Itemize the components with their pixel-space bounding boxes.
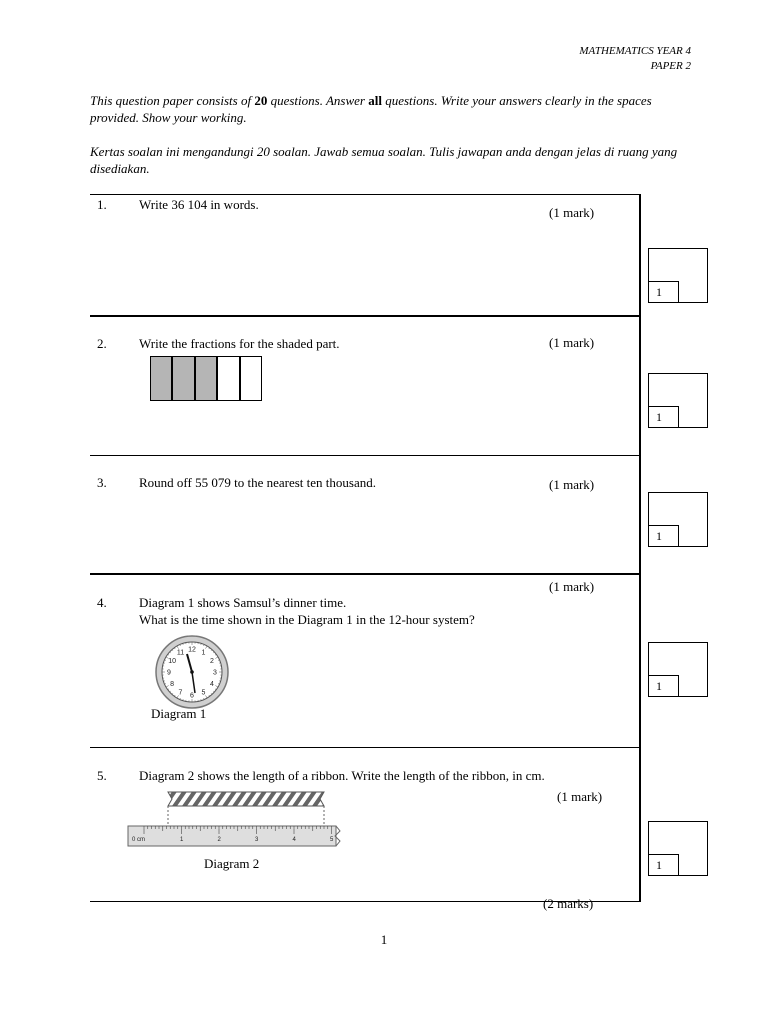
- ruler-tick-label: 3: [255, 837, 259, 843]
- score-value-2: 1: [648, 406, 679, 428]
- instructions-text: This question paper consists of: [90, 93, 255, 108]
- ruler-tick-label: 5: [330, 837, 334, 843]
- margin-rule: [639, 194, 641, 902]
- question-2-number: 2.: [97, 336, 107, 351]
- score-value-4: 1: [648, 675, 679, 697]
- question-3-number: 3.: [97, 475, 107, 490]
- clock-number: 3: [213, 669, 217, 677]
- clock-number: 9: [167, 669, 171, 677]
- score-box-2[interactable]: [648, 373, 708, 428]
- clock-number: 2: [209, 658, 214, 665]
- diagram-2-caption: Diagram 2: [204, 856, 260, 871]
- ribbon: [168, 792, 324, 806]
- question-divider: [90, 573, 640, 575]
- header-subject: MATHEMATICS YEAR 4: [579, 45, 691, 57]
- score-value-3: 1: [648, 525, 679, 547]
- ruler-tick-label: 2: [217, 837, 221, 843]
- score-box-1[interactable]: [648, 248, 708, 303]
- clock-diagram: [154, 634, 230, 710]
- score-value-1: 1: [648, 281, 679, 303]
- ruler-tick-label: 4: [292, 837, 296, 843]
- ruler-unit-label: 0 cm: [132, 837, 146, 843]
- fraction-part-shaded: [172, 356, 194, 401]
- top-rule: [90, 194, 640, 195]
- question-3-mark: (1 mark): [549, 477, 595, 492]
- score-box-5[interactable]: [648, 821, 708, 876]
- clock-center: [190, 670, 194, 674]
- fraction-part-shaded: [195, 356, 217, 401]
- score-box-4[interactable]: [648, 642, 708, 697]
- question-4-mark: (1 mark): [549, 579, 595, 594]
- answer-all-emphasis: all: [368, 93, 382, 108]
- diagram-1-caption: Diagram 1: [151, 706, 207, 721]
- clock-number: 7: [178, 689, 183, 697]
- clock-number: 12: [188, 646, 196, 654]
- clock-number: 4: [209, 681, 214, 688]
- fraction-part-unshaded: [240, 356, 262, 401]
- instructions-malay: Kertas soalan ini mengandungi 20 soalan. Jawab semua soalan. Tulis jawapan anda dengan jelas di ruang yang disediakan.: [90, 144, 678, 176]
- question-1-number: 1.: [97, 197, 107, 212]
- clock-number: 6: [190, 692, 194, 700]
- clock-number: 1: [201, 649, 206, 657]
- instructions-text: questions. Answer: [267, 93, 369, 108]
- question-1-text: Write 36 104 in words.: [139, 197, 259, 212]
- ruler-tick-label: 1: [180, 837, 184, 843]
- ribbon-ruler-diagram: [126, 786, 346, 852]
- question-5-text: Diagram 2 shows the length of a ribbon. Write the length of the ribbon, in cm.: [139, 768, 545, 783]
- question-5-mark: (1 mark): [557, 789, 603, 804]
- question-5-footer-mark: (2 marks): [543, 896, 594, 911]
- clock-number: 10: [168, 658, 176, 665]
- instructions-text: questions. Write your answers clearly in the spaces provided. Show your working.: [90, 93, 652, 125]
- question-divider: [90, 315, 640, 317]
- fraction-part-shaded: [150, 356, 172, 401]
- fraction-part-unshaded: [217, 356, 239, 401]
- clock-number: 5: [201, 689, 206, 697]
- clock-number: 8: [170, 681, 175, 688]
- page-number: 1: [380, 932, 388, 947]
- question-3-text: Round off 55 079 to the nearest ten thousand.: [139, 475, 376, 490]
- clock-number: 11: [176, 649, 185, 657]
- question-1-mark: (1 mark): [549, 205, 595, 220]
- question-2-mark: (1 mark): [549, 335, 595, 350]
- question-2-text: Write the fractions for the shaded part.: [139, 336, 340, 351]
- question-4-number: 4.: [97, 595, 107, 610]
- question-divider: [90, 747, 640, 748]
- score-value-5: 1: [648, 854, 679, 876]
- question-4-text-line1: Diagram 1 shows Samsul’s dinner time.: [139, 595, 347, 610]
- question-divider: [90, 455, 640, 456]
- question-4-text-line2: What is the time shown in the Diagram 1 in the 12-hour system?: [139, 612, 475, 627]
- instructions-english: [90, 92, 690, 126]
- question-count: 20: [254, 93, 268, 108]
- score-box-3[interactable]: [648, 492, 708, 547]
- question-5-number: 5.: [97, 768, 107, 783]
- header-paper: PAPER 2: [650, 60, 691, 72]
